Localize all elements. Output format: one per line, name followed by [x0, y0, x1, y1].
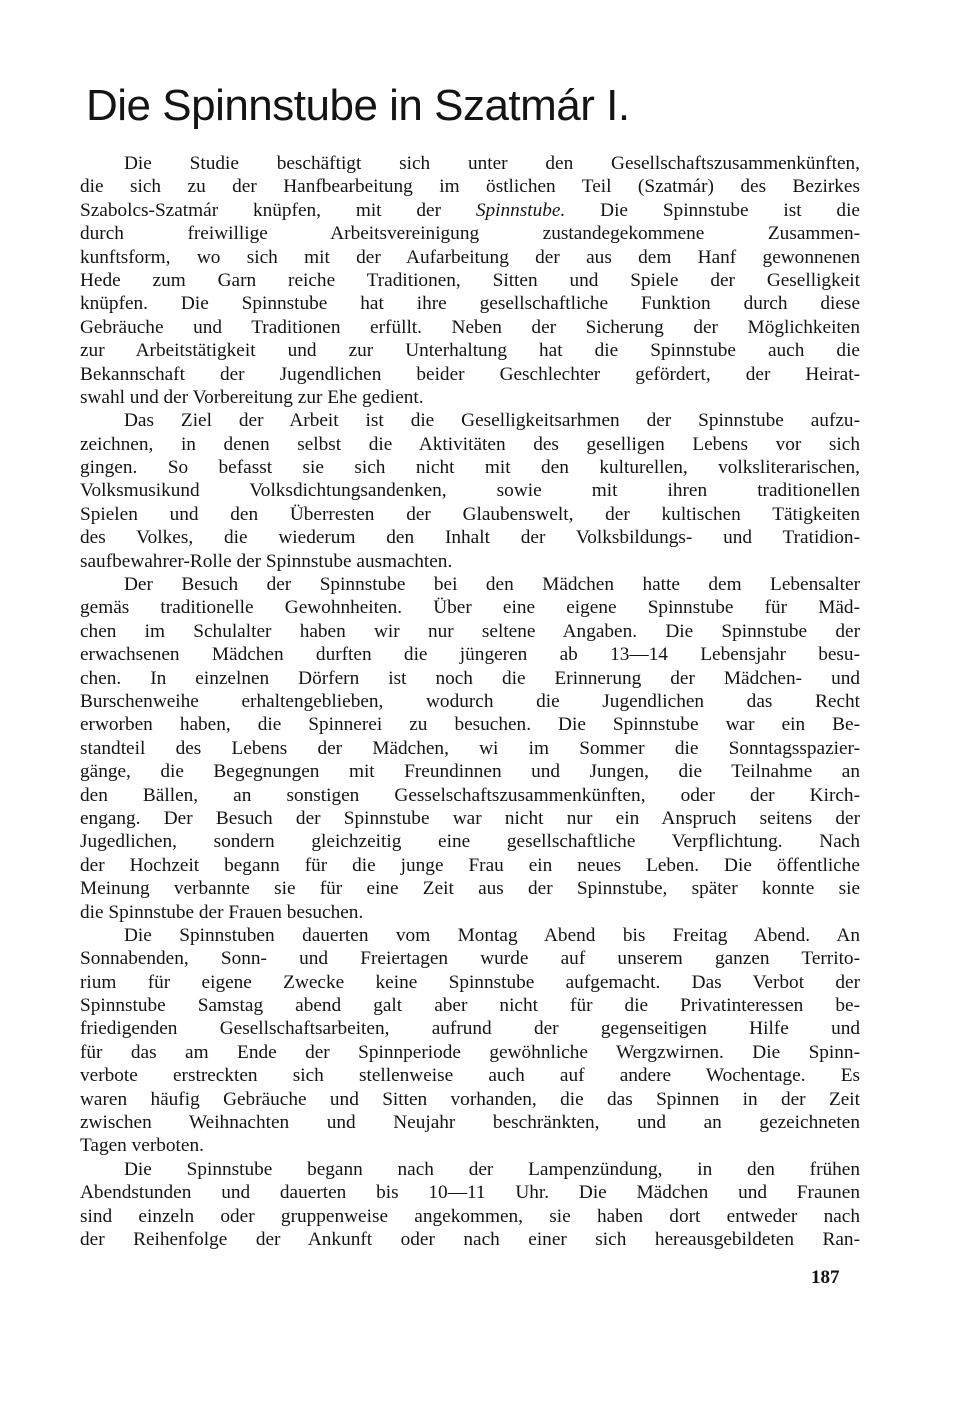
text-line: gänge, die Begegnungen mit Freundinnen und Jungen, die Teilnahme an [80, 761, 860, 783]
text-line: Jugedlichen, sondern gleichzeitig eine gesellschaftliche Verpflichtung. Nach [80, 831, 860, 853]
text-line: Meinung verbannte sie für eine Zeit aus der Spinnstube, später konnte sie [80, 878, 860, 900]
page-title: Die Spinnstube in Szatmár I. [86, 81, 630, 130]
text-line: Die Studie beschäftigt sich unter den Gesellschaftszusammenkünften, [124, 153, 860, 174]
text-line: rium für eigene Zwecke keine Spinnstube aufgemacht. Das Verbot der [80, 971, 860, 993]
text-line: kunftsform, wo sich mit der Aufarbeitung der aus dem Hanf gewonnenen [80, 246, 860, 268]
text-line: der Reihenfolge der Ankunft oder nach einer sich hereausgebildeten Ran- [80, 1228, 860, 1250]
text-line: die sich zu der Hanfbearbeitung im östlichen Teil (Szatmár) des Bezirkes [80, 176, 860, 198]
text-line: chen im Schulalter haben wir nur seltene Angaben. Die Spinnstube der [80, 620, 860, 642]
text-line: Szabolcs-Szatmár knüpfen, mit der Spinnstube. Die Spinnstube ist die [80, 199, 860, 221]
body-text [80, 152, 860, 1251]
text-line: Das Ziel der Arbeit ist die Geselligkeitsarhmen der Spinnstube aufzu- [124, 410, 860, 432]
text-line: Gebräuche und Traditionen erfüllt. Neben der Sicherung der Möglichkeiten [80, 316, 860, 338]
text-line: für das am Ende der Spinnperiode gewöhnliche Wergzwirnen. Die Spinn- [80, 1041, 860, 1063]
text-line: saufbewahrer-Rolle der Spinnstube ausmachten. [80, 550, 453, 572]
text-line: chen. In einzelnen Dörfern ist noch die Erinnerung der Mädchen- und [80, 667, 860, 689]
text-line: Sonnabenden, Sonn- und Freiertagen wurde auf unserem ganzen Territo- [80, 948, 860, 970]
text-line: Der Besuch der Spinnstube bei den Mädchen hatte dem Lebensalter [124, 574, 860, 596]
text-line: erwachsenen Mädchen durften die jüngeren ab 13—14 Lebensjahr besu- [80, 644, 860, 666]
text-line: swahl und der Vorbereitung zur Ehe gedient. [80, 386, 424, 408]
text-line: sind einzeln oder gruppenweise angekommen, sie haben dort entweder nach [80, 1205, 860, 1227]
text-line: knüpfen. Die Spinnstube hat ihre gesellschaftliche Funktion durch diese [80, 293, 860, 315]
text-line: der Hochzeit begann für die junge Frau ein neues Leben. Die öffentliche [80, 854, 860, 876]
text-line: standteil des Lebens der Mädchen, wi im Sommer die Sonntagsspazier- [80, 737, 860, 759]
text-line: zur Arbeitstätigkeit und zur Unterhaltung hat die Spinnstube auch die [80, 340, 860, 362]
text-line: verbote erstreckten sich stellenweise auch auf andere Wochentage. Es [80, 1065, 860, 1087]
text-line: erworben haben, die Spinnerei zu besuchen. Die Spinnstube war ein Be- [80, 714, 860, 736]
text-line: Hede zum Garn reiche Traditionen, Sitten und Spiele der Geselligkeit [80, 269, 860, 291]
text-line: Spielen und den Überresten der Glaubenswelt, der kultischen Tätigkeiten [80, 503, 860, 525]
text-line: Die Spinnstube begann nach der Lampenzündung, in den frühen [124, 1158, 860, 1180]
text-line: Burschenweihe erhaltengeblieben, wodurch die Jugendlichen das Recht [80, 690, 860, 712]
text-line: zwischen Weihnachten und Neujahr beschränkten, und an gezeichneten [80, 1112, 860, 1134]
text-line: waren häufig Gebräuche und Sitten vorhanden, die das Spinnen in der Zeit [80, 1088, 860, 1110]
text-line: des Volkes, die wiederum den Inhalt der Volksbildungs- und Tratidion- [80, 527, 860, 549]
page-number: 187 [811, 1267, 840, 1288]
text-line: zeichnen, in denen selbst die Aktivitäten des geselligen Lebens vor sich [80, 433, 860, 455]
text-line: Abendstunden und dauerten bis 10—11 Uhr. Die Mädchen und Fraunen [80, 1182, 860, 1204]
text-line: friedigenden Gesellschaftsarbeiten, aufrund der gegenseitigen Hilfe und [80, 1018, 860, 1040]
text-line: Volksmusikund Volksdichtungsandenken, sowie mit ihren traditionellen [80, 480, 860, 502]
text-line: gemäs traditionelle Gewohnheiten. Über eine eigene Spinnstube für Mäd- [80, 597, 860, 619]
text-line: gingen. So befasst sie sich nicht mit den kulturellen, volksliterarischen, [80, 457, 860, 479]
text-line: Die Spinnstuben dauerten vom Montag Abend bis Freitag Abend. An [124, 924, 860, 946]
text-line: Spinnstube Samstag abend galt aber nicht für die Privatinteressen be- [80, 995, 860, 1017]
text-line: durch freiwillige Arbeitsvereinigung zustandegekommene Zusammen- [80, 223, 860, 245]
text-line: den Bällen, an sonstigen Gesselschaftszusammenkünften, oder der Kirch- [80, 784, 860, 806]
text-line: Tagen verboten. [80, 1135, 204, 1157]
text-line: engang. Der Besuch der Spinnstube war nicht nur ein Anspruch seitens der [80, 807, 860, 829]
text-line: die Spinnstube der Frauen besuchen. [80, 901, 364, 923]
text-line: Bekannschaft der Jugendlichen beider Geschlechter gefördert, der Heirat- [80, 363, 860, 385]
